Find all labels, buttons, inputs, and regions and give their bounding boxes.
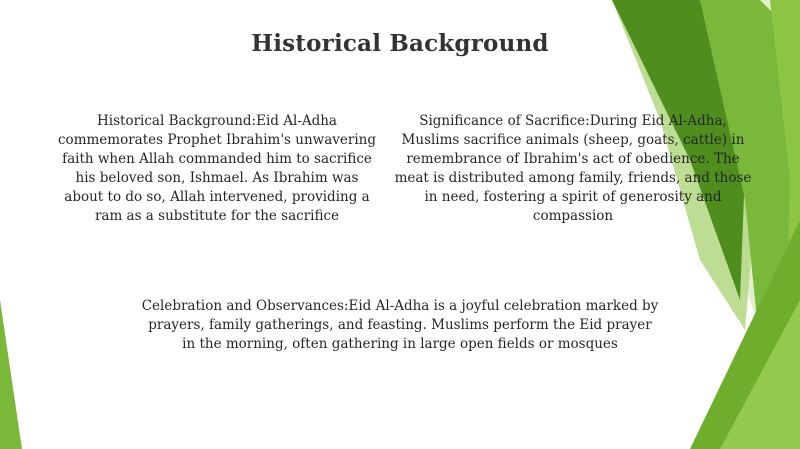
celebration-observances-text: Celebration and Observances:Eid Al-Adha is a joyful celebration marked by prayers, family gatherings, and feasting. Muslims perform the Eid prayer in the morning, often gathering in large open fields or mosques: [141, 298, 659, 352]
slide-title: Historical Background: [251, 30, 549, 57]
significance-of-sacrifice-text: Significance of Sacrifice:During Eid Al-Adha, Muslims sacrifice animals (sheep, goats, cattle) in remembrance of Ibrahim's act of obedience. The meat is distributed among family, friends, and those in need, fostering a spirit of generosity and compassion: [394, 113, 752, 224]
historical-background-text: Historical Background:Eid Al-Adha commemorates Prophet Ibrahim's unwavering faith when Allah commanded him to sacrifice his beloved son, Ishmael. As Ibrahim was about to do so, Allah intervened, providing a ram as a substitute for the sacrifice: [58, 113, 376, 224]
facet-left-sliver: [0, 300, 22, 449]
